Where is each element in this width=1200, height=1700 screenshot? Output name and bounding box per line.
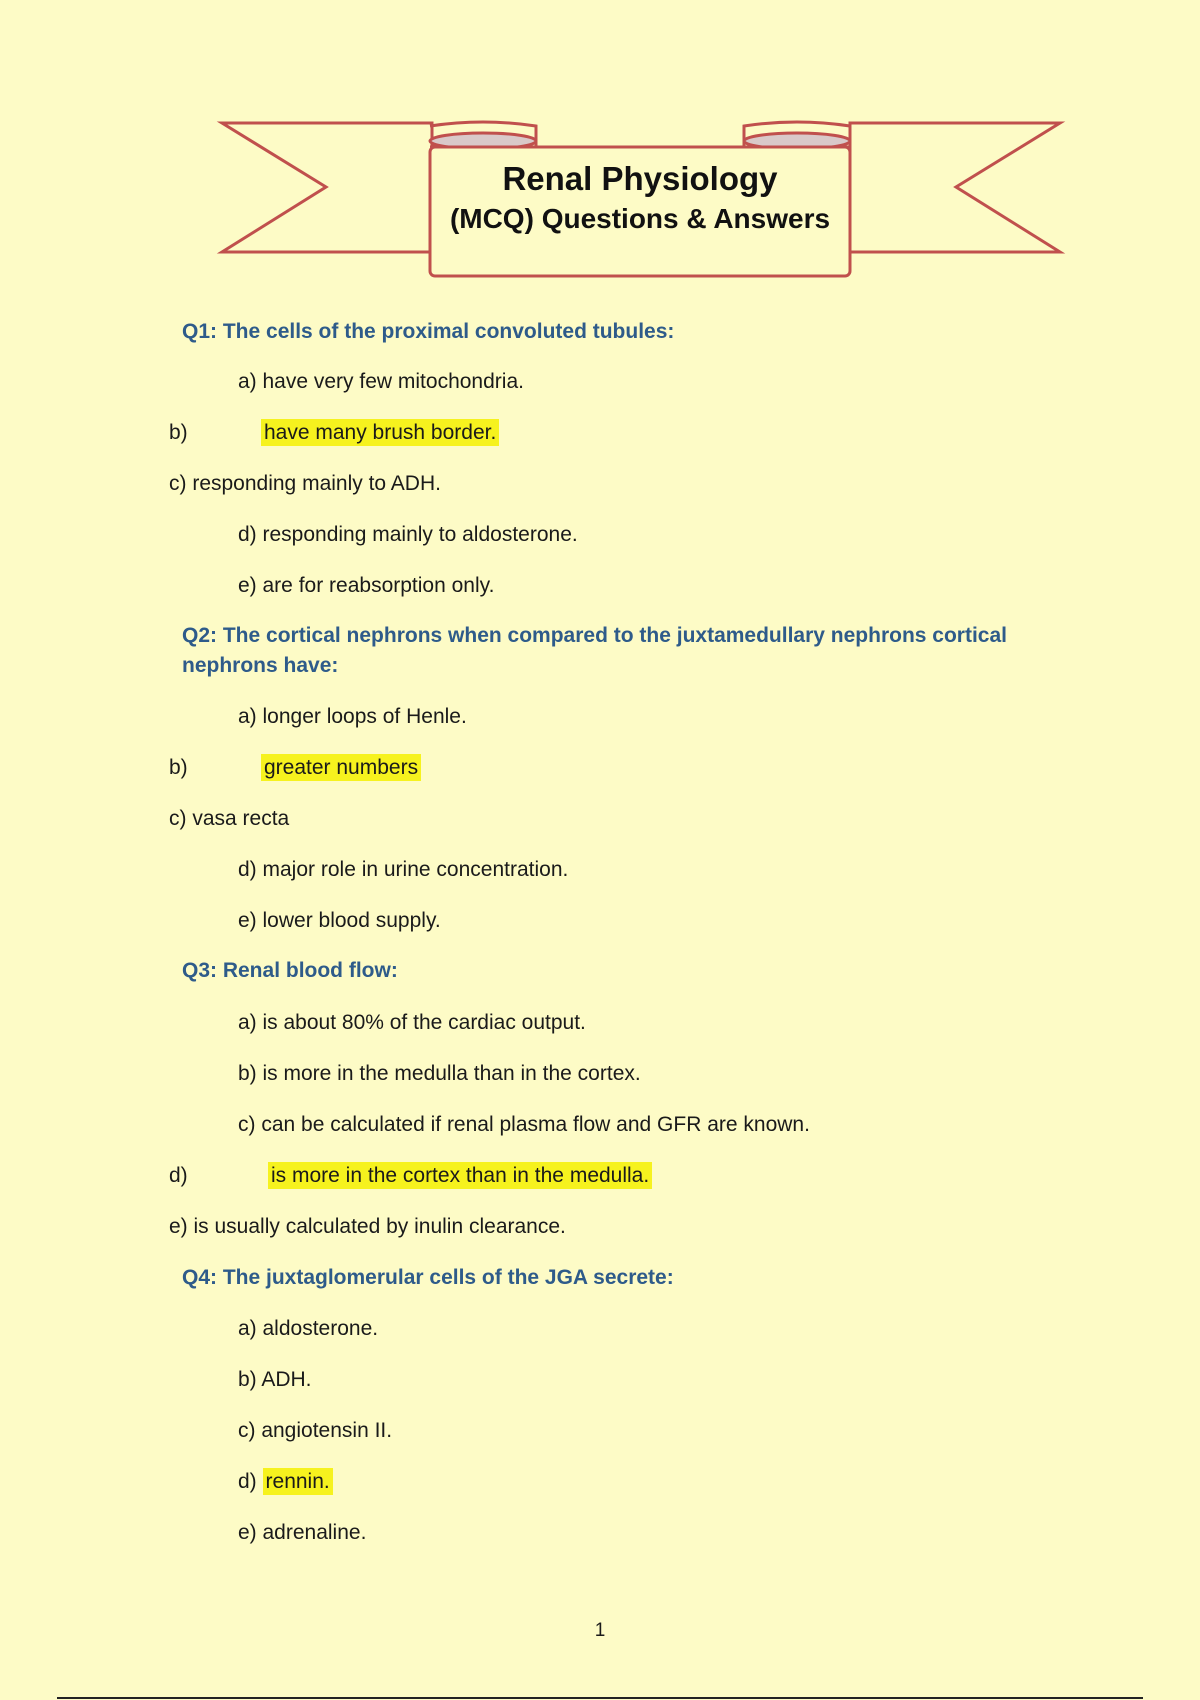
q2-option-a: a) longer loops of Henle. — [238, 705, 467, 728]
q1-answer — [261, 418, 499, 448]
question-1: Q1: The cells of the proximal convoluted tubules: — [182, 320, 675, 343]
q1-option-e: e) are for reabsorption only. — [238, 574, 495, 597]
q1-option-d: d) responding mainly to aldosterone. — [238, 523, 578, 546]
q3-answer — [268, 1161, 652, 1191]
q3-option-c: c) can be calculated if renal plasma flow and GFR are known. — [238, 1113, 810, 1136]
q1-option-c: c) responding mainly to ADH. — [169, 472, 441, 495]
q3-answer-text: is more in the cortex than in the medulla. — [268, 1162, 652, 1189]
question-2: Q2: The cortical nephrons when compared to the juxtamedullary nephrons cortical nephrons have: — [182, 624, 1007, 677]
q1-option-a: a) have very few mitochondria. — [238, 370, 524, 393]
q4-option-a: a) aldosterone. — [238, 1317, 379, 1340]
q1-answer-label: b) — [169, 421, 188, 444]
q3-option-a: a) is about 80% of the cardiac output. — [238, 1011, 586, 1034]
q2-answer-text: greater numbers — [261, 754, 421, 781]
question-3: Q3: Renal blood flow: — [182, 959, 398, 982]
document-subtitle: (MCQ) Questions & Answers — [449, 203, 831, 234]
page-number: 1 — [594, 1620, 606, 1641]
q4-answer-label: d) — [238, 1470, 257, 1493]
q2-answer — [261, 753, 421, 783]
q2-option-d: d) major role in urine concentration. — [238, 858, 569, 881]
q3-option-e: e) is usually calculated by inulin clearance. — [169, 1215, 566, 1238]
q4-option-b: b) ADH. — [238, 1368, 312, 1391]
document-title: Renal Physiology — [502, 160, 778, 197]
q2-option-c: c) vasa recta — [169, 807, 290, 830]
title-banner — [0, 0, 1200, 300]
q3-option-b: b) is more in the medulla than in the cortex. — [238, 1062, 641, 1085]
q3-answer-label: d) — [169, 1164, 188, 1187]
q1-answer-text: have many brush border. — [261, 419, 499, 446]
q2-option-e: e) lower blood supply. — [238, 909, 441, 932]
q4-option-c: c) angiotensin II. — [238, 1419, 393, 1442]
question-4: Q4: The juxtaglomerular cells of the JGA secrete: — [182, 1266, 674, 1289]
q2-answer-label: b) — [169, 756, 188, 779]
footer-rule — [57, 1697, 1143, 1699]
q4-answer — [238, 1467, 333, 1497]
q4-option-e: e) adrenaline. — [238, 1521, 367, 1544]
q4-answer-text: rennin. — [263, 1468, 333, 1495]
